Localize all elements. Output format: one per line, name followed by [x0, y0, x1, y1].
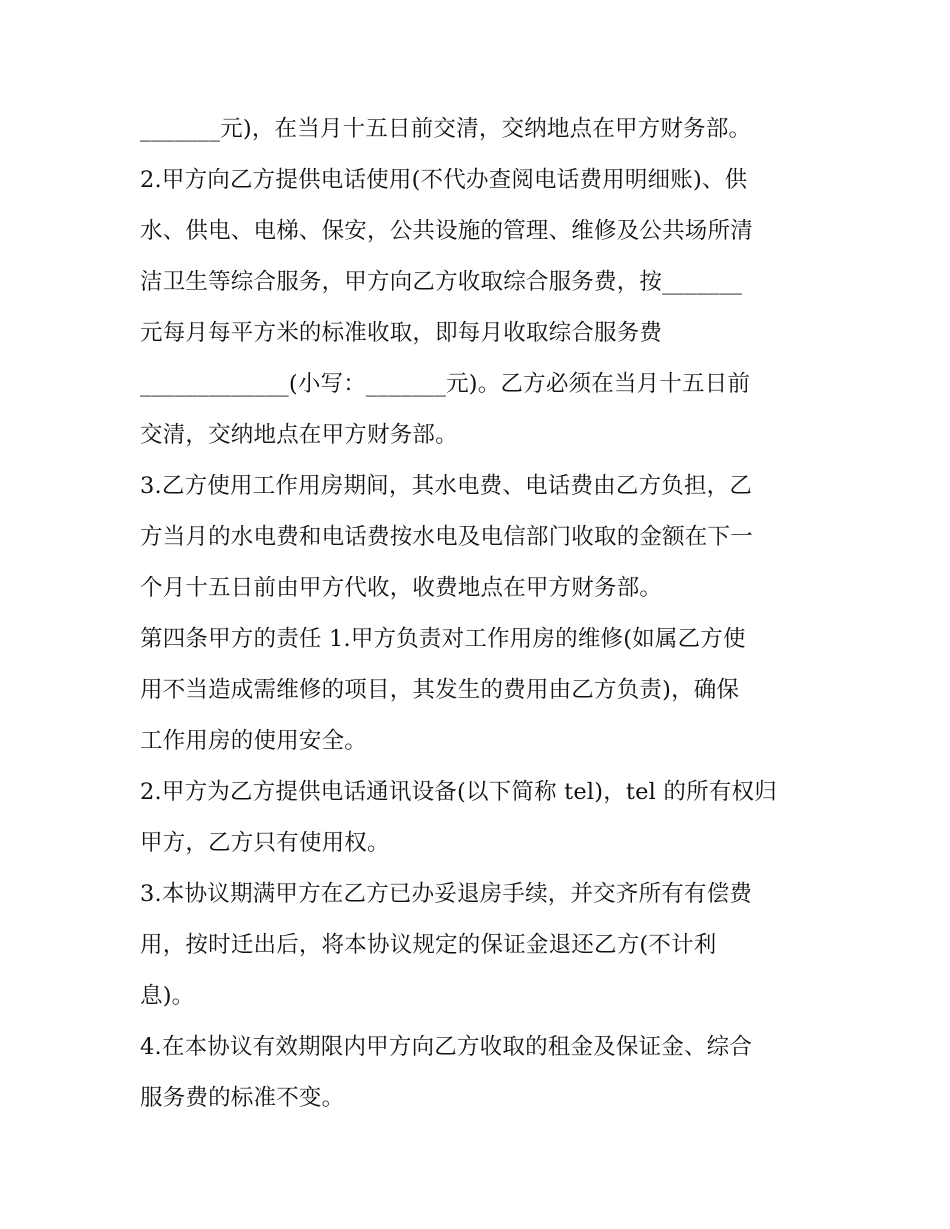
text-line: _______元)，在当月十五日前交清，交纳地点在甲方财务部。	[140, 116, 752, 142]
text-line: 用不当造成需维修的项目，其发生的费用由乙方负责)，确保	[140, 677, 740, 703]
text-line: 3.乙方使用工作用房期间，其水电费、电话费由乙方负担，乙	[140, 473, 753, 499]
text-line: 元每月每平方米的标准收取，即每月收取综合服务费	[140, 320, 663, 346]
text-line: 服务费的标准不变。	[140, 1085, 345, 1111]
text-line: 方当月的水电费和电话费按水电及电信部门收取的金额在下一	[140, 524, 753, 550]
text-line: 2.甲方向乙方提供电话使用(不代办查阅电话费用明细账)、供	[140, 167, 748, 193]
text-line: 2.甲方为乙方提供电话通讯设备(以下简称 tel)，tel 的所有权归	[140, 779, 777, 805]
text-line: _____________(小写：_______元)。乙方必须在当月十五日前	[140, 371, 751, 397]
text-line: 息)。	[140, 983, 195, 1009]
text-line: 交清，交纳地点在甲方财务部。	[140, 422, 458, 448]
text-line: 工作用房的使用安全。	[140, 728, 368, 754]
text-line: 3.本协议期满甲方在乙方已办妥退房手续，并交齐所有有偿费	[140, 881, 753, 907]
text-line: 用，按时迁出后，将本协议规定的保证金退还乙方(不计利	[140, 932, 717, 958]
document-body	[140, 104, 820, 1124]
text-line: 4.在本协议有效期限内甲方向乙方收取的租金及保证金、综合	[140, 1034, 753, 1060]
text-line: 洁卫生等综合服务，甲方向乙方收取综合服务费，按_______	[140, 269, 743, 295]
text-line: 水、供电、电梯、保安，公共设施的管理、维修及公共场所清	[140, 218, 753, 244]
text-line: 第四条甲方的责任 1.甲方负责对工作用房的维修(如属乙方使	[140, 626, 746, 652]
text-line: 甲方，乙方只有使用权。	[140, 830, 390, 856]
text-line: 个月十五日前由甲方代收，收费地点在甲方财务部。	[140, 575, 663, 601]
